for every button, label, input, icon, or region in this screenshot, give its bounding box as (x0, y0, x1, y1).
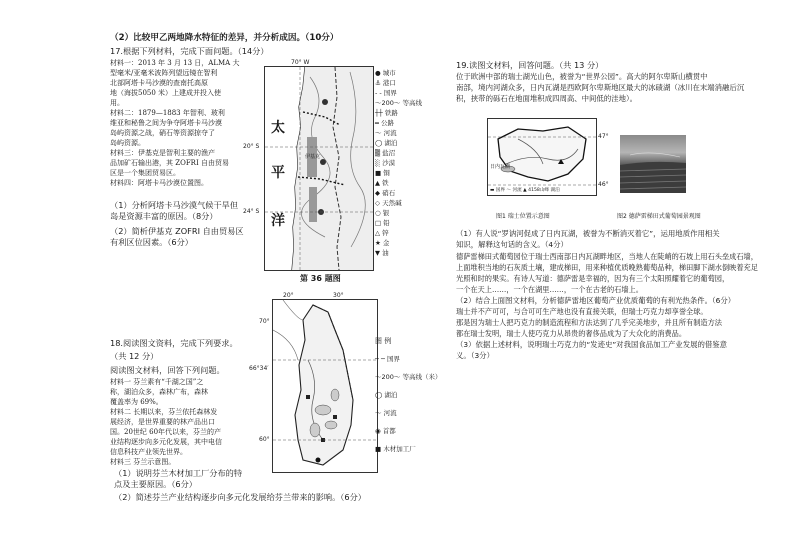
q18-title: 18.阅读图文资料，完成下列要求。 (110, 338, 238, 348)
legend-item: ═ 公路 (375, 119, 394, 127)
q18-material-line: 业结构逐步向多元化发展，其中电信 (110, 438, 222, 446)
q18-sub2: （2）简述芬兰产业结构逐步向多元化发展给芬兰带来的影响。（6分） (114, 492, 366, 502)
factory-icon: ■ (375, 445, 382, 453)
switzerland-map (487, 118, 609, 196)
legend-title: 图 例 (375, 337, 392, 345)
river-icon: ～ (375, 409, 382, 417)
lon-label: 30° (333, 292, 344, 299)
legend-item: ▒ 盐沼 (375, 149, 396, 157)
q19-sub1-line2: 知识，解释这句话的含义。（4分） (456, 240, 568, 249)
lat-label: 20° S (243, 143, 260, 150)
legend-item: ┼┼ 铁路 (375, 109, 398, 117)
map-legend: ▬ 国界 ～ 河流 ▲ 4158山峰 湖泊 (490, 188, 560, 193)
ocean-label: 洋 (271, 213, 285, 229)
q19-sub2: （2）结合上面图文材料，分析德萨雷地区葡萄产业优质葡萄的有利光热条件。（6分） (456, 296, 736, 305)
river-icon: ～ (375, 129, 382, 137)
legend-item: ～ 河流 (375, 409, 397, 417)
ocean-label: 太 (271, 120, 285, 136)
q17-material-line: 区是一个集团贸易区。 (110, 169, 180, 177)
q18-material-line: 称，湖泊众多，森林广布，森林 (110, 388, 208, 396)
q19-intro-line: 南部，境内河湖众多，日内瓦湖是西欧阿尔卑斯地区最大的冰碛湖（冰川在末端消融后沉 (456, 83, 745, 92)
fig1-caption: 图1 瑞士位置示意图 (496, 213, 550, 220)
oil-icon: ▼ (375, 249, 380, 257)
q17-material-line: 材料二：1879—1883 年智利、玻利 (110, 109, 225, 117)
capital-icon: ◉ (375, 427, 381, 435)
q19-sub3-line2: 义。（3分） (456, 351, 494, 360)
legend-item: ⚓ 港口 (375, 79, 396, 87)
q19-intro-line: 积，挟带的砾石在地面堆积成四周高、中间低的洼地）。 (456, 94, 638, 103)
q18-score: （共 12 分） (110, 351, 159, 361)
legend-item: ○ 银 (375, 209, 390, 217)
vineyard-photo (620, 135, 686, 193)
q18-material-line: 国。20世纪 60年代以来，芬兰的产 (110, 428, 222, 436)
q18-material-line: 展经济，是世界重要的林产品出口 (110, 418, 215, 426)
q17-material-line: 品加矿石输出港，其 ZOFRI 自由贸易 (110, 159, 229, 167)
q17-material-line: 地（海拔5050 米）上建成并投入使 (110, 89, 222, 97)
salt-marsh-icon: ▒ (375, 149, 380, 157)
lon-label: 20° (283, 292, 294, 299)
q19-sub3-line1: （3）依据上述材料，说明瑞士巧克力的“发迹史”对我国食品加工产业发展的借鉴意 (456, 340, 728, 349)
q18-material-line: 材料一 芬兰素有“千湖之国”之 (110, 378, 204, 386)
border-icon: ─ ─ (375, 355, 385, 363)
q18-material-line: 信息科技产业领先世界。 (110, 448, 187, 456)
atacama-map-legend (375, 68, 422, 268)
q18-material-line: 材料三 芬兰示意图。 (110, 458, 176, 466)
q19-material-line: 光照和时的果实。有诗人写道：德萨雷是幸福的，因为有三个太阳照耀着它的葡萄园， (456, 274, 730, 283)
q17-material-line: 型毫米/亚毫米波阵列望远镜在智利 (110, 69, 218, 77)
zinc-icon: △ (375, 229, 380, 237)
legend-item: ▼ 油 (375, 249, 389, 257)
copper-icon: ■ (375, 169, 382, 177)
lake-icon: ◯ (375, 139, 383, 147)
lead-icon: □ (375, 219, 382, 227)
q19-sub1-line1: （1）有人说“罗讷河促成了日内瓦湖，被誉为不断消灭着它”，运用地质作用相关 (456, 229, 720, 238)
legend-item: ■ 木材加工厂 (375, 445, 416, 453)
legend-item: ◯ 湖泊 (375, 139, 398, 147)
ocean-label: 平 (271, 165, 285, 181)
legend-item: ◆ 硝石 (375, 189, 396, 197)
finland-map-legend (375, 336, 442, 466)
legend-item: ■ 铜 (375, 169, 390, 177)
silver-icon: ○ (375, 209, 381, 217)
city-label: 伊基克 (305, 154, 321, 160)
legend-item: ░ 沙漠 (375, 159, 396, 167)
q19-material-line: 德萨雷梯田式葡萄园位于瑞士西南部日内瓦湖畔地区，当地人在陡峭的石坡上用石头垒成石墙， (456, 252, 758, 261)
switzerland-map-svg (488, 119, 596, 195)
q17-title: 17.根据下列材料，完成下面问题。（14分） (110, 46, 269, 56)
soda-icon: ◇ (375, 199, 380, 207)
lat-label: 47° (598, 133, 609, 140)
q17-material-line: 岛屿资源之战，硝石等资源掠夺了 (110, 129, 215, 137)
desert-icon: ░ (375, 159, 380, 167)
q17-sub1-line2: 岛是资源丰富的原因。（8分） (110, 211, 218, 221)
railway-icon: ┼┼ (375, 109, 383, 117)
q18-sub1-line2: 点及主要原因。（6分） (114, 479, 197, 489)
legend-item: ◉ 首都 (375, 427, 396, 435)
q17-materials (110, 58, 239, 188)
iron-icon: ▲ (375, 179, 380, 187)
q19-material-line: 上面堆积当地的石灰质土壤，建成梯田，用来种植优质晚熟葡萄品种，梯田脚下湖水倒映着充足 (456, 263, 758, 272)
q18-material-line: 覆盖率为 69%。 (110, 398, 163, 406)
q19-material2-line: 那是因为瑞士人把巧克力的制造流程和方法达到了几乎完美地步，并且所有制造方法 (456, 318, 722, 327)
legend-item: ★ 金 (375, 239, 390, 247)
q19-material2-line: 瑞士并不产可可，与合可可生产地也没有直接关联，但瑞士巧克力却享誉全球。 (456, 307, 708, 316)
q18-material-line: 材料二 长期以来，芬兰依托森林发 (110, 408, 218, 416)
q18-intro: 阅读图文材料，回答下列问题。 (110, 365, 225, 375)
legend-item: ▲ 铁 (375, 179, 389, 187)
road-icon: ═ (375, 119, 379, 127)
q17-material-line: 岛屿资源。 (110, 139, 145, 147)
lat-label: 24° S (243, 208, 260, 215)
q19-title: 19.读图文材料，回答问题。（共 13 分） (456, 60, 604, 70)
atacama-map (243, 59, 374, 271)
legend-item: - - 国界 (375, 89, 397, 97)
q17-sub2-line1: （2）简析伊基克 ZOFRI 自由贸易区 (110, 226, 244, 236)
legend-item: △ 锌 (375, 229, 389, 237)
q19-intro-line: 位于欧洲中部的瑞士湖光山色，被誉为“世界公园”。高大的阿尔卑斯山横贯中 (456, 72, 708, 81)
finland-map (249, 292, 378, 473)
finland-map-svg (273, 300, 377, 472)
city-icon: ● (375, 69, 381, 77)
top-question: （2）比较甲乙两地降水特征的差异，并分析成因。（10分） (110, 33, 339, 43)
legend-item: ～ 河流 (375, 129, 397, 137)
q17-material-line: 维亚和秘鲁之间为争夺阿塔卡马沙漠 (110, 119, 222, 127)
q17-material-line: 材料一：2013 年 3 月 13 日，ALMA 大 (110, 59, 240, 67)
legend-item: ◇ 天然碱 (375, 199, 402, 207)
legend-item: ◯ 湖泊 (375, 391, 398, 399)
lat-label: 60° (259, 436, 270, 443)
lake-icon: ◯ (375, 391, 383, 399)
border-icon: - - (375, 89, 382, 97)
legend-item: ● 城市 (375, 69, 396, 77)
q17-material-line: 北部阿塔卡马沙漠的查南托高原 (110, 79, 208, 87)
port-icon: ⚓ (375, 79, 381, 87)
saltpeter-icon: ◆ (375, 189, 380, 197)
fig2-caption: 图2 德萨雷梯田式葡萄园景观图 (617, 213, 701, 220)
lat-label: 70° (259, 318, 270, 325)
q17-material-line: 材料四：阿塔卡马沙漠位置图。 (110, 179, 208, 187)
vineyard-photo-svg (620, 135, 686, 193)
legend-item: ～200～ 等高线（米） (375, 373, 442, 381)
q17-material-line: 用。 (110, 99, 124, 107)
q17-figure-caption: 第 36 题图 (300, 274, 341, 283)
q17-sub1-line1: （1）分析阿塔卡马沙漠气候干旱但 (110, 200, 239, 210)
q18-materials (110, 377, 222, 467)
lat-label: 66°34′ (249, 365, 269, 372)
lat-label: 46° (598, 181, 609, 188)
legend-item: ─ ─ 国界 (375, 355, 400, 363)
legend-item: □ 铅 (375, 219, 390, 227)
lon-label: 70° W (291, 59, 310, 66)
q19-material-line: 一个在天上……，一个在湖里……，一个在古老的石墙上。 (456, 285, 643, 294)
q17-material-line: 材料三：伊基克是智利主要的渔产 (110, 149, 215, 157)
q17-sub2-line2: 有利区位因素。（6分） (110, 237, 193, 247)
q18-sub1-line1: （1）说明芬兰木材加工厂分布的特 (114, 468, 243, 478)
lake-label: 日内瓦湖 (490, 164, 511, 170)
legend-item: ～200～ 等高线 (375, 99, 422, 107)
gold-icon: ★ (375, 239, 381, 247)
q19-material2-line: 都在瑞士发明，瑞士人使巧克力从昂贵的奢侈品成为了大众化的消费品。 (456, 329, 687, 338)
